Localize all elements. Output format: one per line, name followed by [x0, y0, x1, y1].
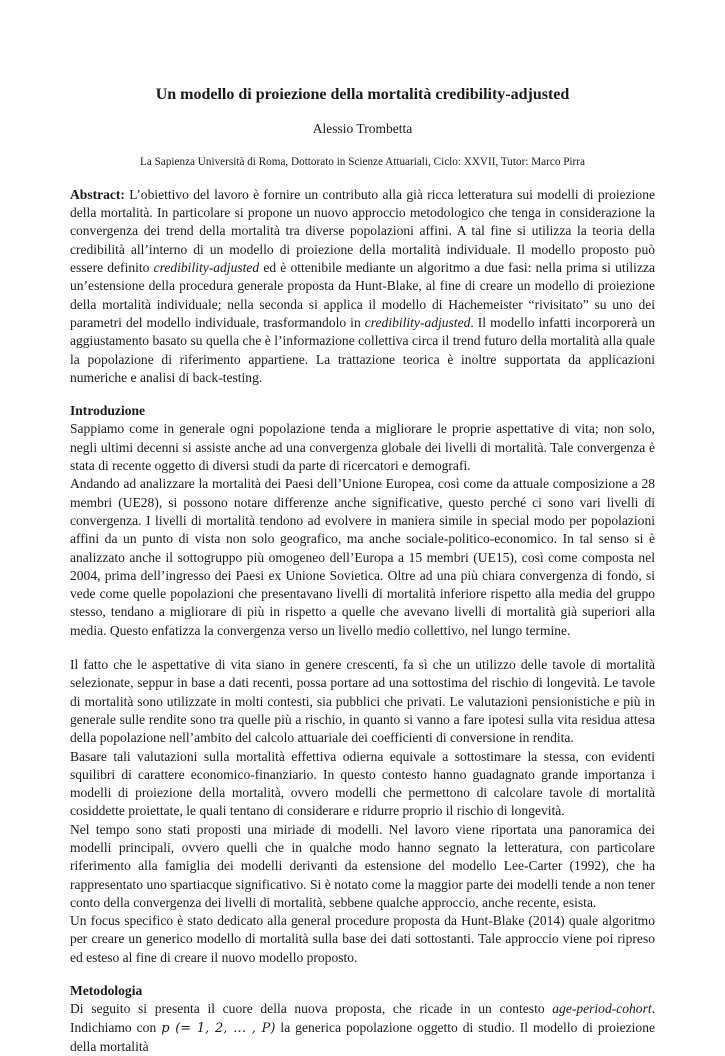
spacer: [70, 640, 655, 656]
intro-paragraph-3: Il fatto che le aspettative di vita siano in genere crescenti, fa sì che un utilizzo delle tavole di mortalità selezionate, seppur in base a dati recenti, possa portare ad una sottostima del rischio di longevità. Le tavole di mortalità sono utilizzate in molti contesti, sia pubblici che privati. Le valutazioni pensionistiche e più in generale sulle rendite sono tra quelle più a rischio, in quanto si vanno a fare ipotesi sulla vita residua attesa della popolazione nell’ambito del calcolo attuariale dei coefficienti di conversione in rendita.: [70, 657, 655, 746]
section-heading-introduzione: Introduzione: [70, 403, 146, 419]
abstract-emphasis-2: credibility-adjusted: [364, 314, 471, 330]
intro-paragraph-6: Un focus specifico è stato dedicato alla general procedure proposta da Hunt-Blake (2014) quale algoritmo per creare un generico modello di mortalità sulla base dei dati sottostanti. Tale approccio viene poi ripreso ed esteso al fine di creare il nuovo modello proposto.: [70, 913, 655, 965]
intro-paragraph-2: Andando ad analizzare la mortalità dei Paesi dell’Unione Europea, così come da attuale composizione a 28 membri (UE28), si possono notare differenze anche significative, questo perché ci sono vari livelli di convergenza. I livelli di mortalità tendono ad evolvere in maniera simile in special modo per popolazioni affini da un punto di vista non solo geografico, ma anche sociale-politico-economico. In tal senso si è analizzato anche il sottogruppo più omogeneo dell’Europa a 15 membri (UE15), così come composta nel 2004, prima dell’ingresso dei Paesi ex Unione Sovietica. Oltre ad una più chiara convergenza di fondo, si vede come quelle popolazioni che presentavano livelli di mortalità inferiore rispetto alla media del gruppo stesso, tendano a migliorare di più in rispetto a quelle che avevano livelli di mortalità già superiori alla media. Questo enfatizza la convergenza verso un livello medio collettivo, nel lungo termine.: [70, 476, 655, 638]
spacer: [70, 967, 655, 982]
abstract-label: Abstract:: [70, 186, 125, 202]
paper-title: Un modello di proiezione della mortalità credibility-adjusted: [155, 86, 570, 103]
abstract-text-3: . Il modello infatti incorporerà un aggiustamento basato su quella che è l’informazione collettiva circa il trend futuro della mortalità alla quale la popolazione di riferimento appartiene. La trattazione teorica è inoltre supportata da applicazioni numeriche e analisi di back-testing.: [70, 314, 655, 385]
paper-affiliation: La Sapienza Università di Roma, Dottorato in Scienze Attuariali, Ciclo: XXVII, Tutor: Marco Pirra: [140, 155, 585, 168]
abstract: [70, 186, 655, 387]
population-index-formula: p (= 1, 2, … , P): [161, 1020, 276, 1036]
metodologia-text-2: . Indichiamo con: [70, 1001, 655, 1035]
abstract-text-1: L’obiettivo del lavoro è fornire un contributo alla già ricca letteratura sui modelli di proiezione della mortalità. In particolare si propone un nuovo approccio metodologico che tenga in considerazione la convergenza dei trend della mortalità tra diverse popolazioni affini. A tal fine si utilizza la teoria della credibilità all’interno di un modello di proiezione della mortalità individuale. Il modello proposto può essere definito: [70, 186, 655, 276]
paper-author: Alessio Trombetta: [312, 121, 413, 137]
section-heading-metodologia: Metodologia: [70, 983, 143, 999]
intro-paragraph-4: Basare tali valutazioni sulla mortalità effettiva odierna equivale a sottostimare la stessa, con evidenti squilibri di carattere economico-finanziario. In questo contesto hanno guadagnato grande importanza i modelli di proiezione della mortalità, ovvero modelli che permettono di calcolare tavole di mortalità cosiddette proiettate, le quali tentano di considerare e ridurre proprio il rischio di longevità.: [70, 748, 655, 819]
metodologia-text-3: la generica popolazione oggetto di studio. Il modello di proiezione della mortalità: [70, 1019, 655, 1054]
intro-paragraph-1: Sappiamo come in generale ogni popolazione tenda a migliorare le proprie aspettative di vita; non solo, negli ultimi decenni si assiste anche ad una convergenza globale dei livelli di mortalità. Tale convergenza è stata di recente oggetto di diversi studi da parte di ricercatori e demografi.: [70, 421, 655, 474]
intro-paragraph-5: Nel tempo sono stati proposti una miriade di modelli. Nel lavoro viene riportata una panoramica dei modelli principali, ovvero quelli che in qualche modo hanno segnato la letteratura, con particolare riferimento alla famiglia dei modelli derivanti da estensione del modello Lee-Carter (1992), che ha rappresentato uno spartiacque significativo. Si è notato come la maggior parte dei modelli tende a non tener conto della convergenza dei livelli di mortalità, sebbene qualche approccio, anche recente, esista.: [70, 821, 655, 910]
abstract-text-2: ed è ottenibile mediante un algoritmo a due fasi: nella prima si utilizza un’estensione della procedura generale proposta da Hunt-Blake, al fine di creare un modello di proiezione della mortalità individuale; nella seconda si applica il modello di Hachemeister “rivisitato” su uno dei parametri del modello individuale, trasformandolo in: [70, 260, 655, 330]
metodologia-emphasis: age-period-cohort: [552, 1001, 652, 1017]
abstract-emphasis-1: credibility-adjusted: [153, 260, 260, 276]
spacer: [70, 387, 655, 402]
metodologia-text-1: Di seguito si presenta il cuore della nuova proposta, che ricade in un contesto: [70, 1001, 553, 1017]
metodologia-paragraph-1: [70, 1000, 655, 1056]
